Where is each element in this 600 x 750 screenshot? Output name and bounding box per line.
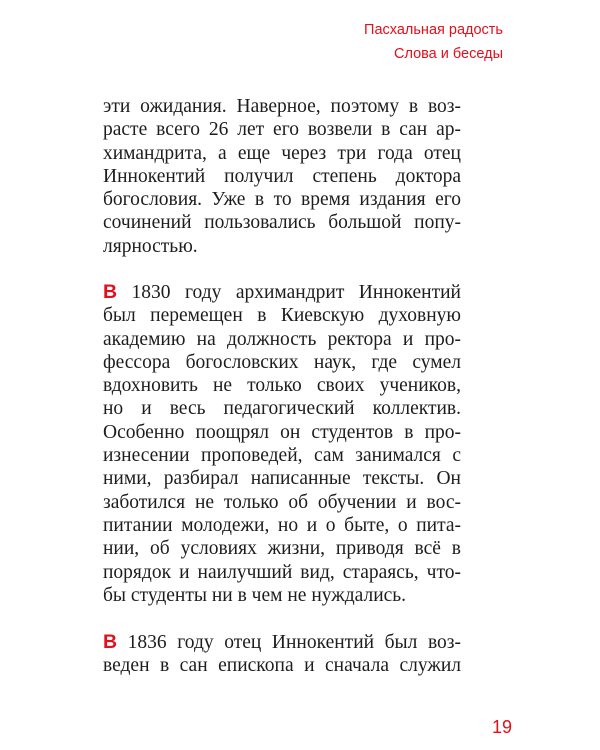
text-line: сочинений пользовались большой попу- — [103, 212, 461, 234]
text-line: химандрита, а еще через три года отец — [103, 142, 461, 164]
text-line: академию на должность ректора и про- — [103, 328, 461, 350]
text-line: расте всего 26 лет его возвели в сан ар- — [103, 119, 461, 141]
text-line: вдохновить не только своих учеников, — [103, 375, 461, 397]
paragraph-1 — [103, 95, 461, 258]
text-line: лярностью. — [103, 235, 198, 257]
drop-initial: В — [103, 281, 118, 303]
text-line: фессора богословских наук, где сумел — [103, 351, 461, 373]
text-line: питании молодежи, но и о быте, о пита- — [103, 514, 461, 536]
text-line-rest: 1830 году архимандрит Иннокентий — [117, 282, 461, 303]
text-line: богословия. Уже в то время издания его — [103, 189, 461, 211]
text-line-rest: 1836 году отец Иннокентий был воз- — [117, 632, 461, 653]
text-line: эти ожидания. Наверное, поэтому в воз- — [103, 96, 461, 117]
text-line: был перемещен в Киевскую духовную — [103, 305, 461, 327]
text-line: веден в сан епископа и сначала служил — [103, 655, 461, 677]
drop-initial: В — [103, 631, 118, 653]
text-line-with-initial — [103, 281, 461, 304]
book-title: Пасхальная радость — [364, 22, 503, 38]
text-line: порядок и наилучший вид, стараясь, что- — [103, 561, 461, 583]
book-subtitle: Слова и беседы — [393, 46, 503, 62]
text-line-with-initial — [103, 631, 461, 654]
paragraph-3 — [103, 631, 461, 678]
text-line: Иннокентий получил степень доктора — [103, 165, 461, 187]
text-line: ними, разбирал написанные тексты. Он — [103, 468, 461, 490]
text-line: бы студенты ни в чем не нуждались. — [103, 584, 407, 606]
text-line: изнесении проповедей, сам занимался с — [103, 445, 461, 467]
running-head — [364, 18, 503, 66]
text-line: нии, об условиях жизни, приводя всё в — [103, 538, 461, 560]
text-line: Особенно поощрял он студентов в про- — [103, 421, 461, 443]
paragraph-2 — [103, 281, 461, 607]
page-number: 19 — [491, 717, 512, 737]
text-line: но и весь педагогический коллектив. — [103, 398, 461, 420]
text-line: заботился не только об обучении и вос- — [103, 491, 461, 513]
